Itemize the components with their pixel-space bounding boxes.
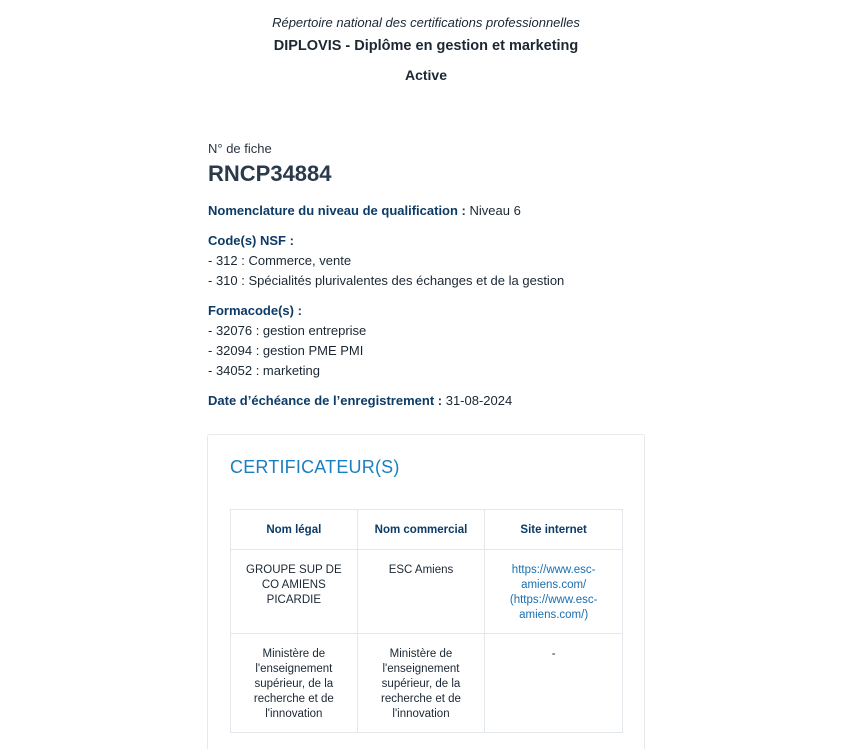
echeance-label: Date d’échéance de l’enregistrement : bbox=[208, 393, 443, 408]
table-header-row bbox=[231, 510, 623, 550]
nsf-item: - 310 : Spécialités plurivalentes des échanges et de la gestion bbox=[208, 273, 565, 288]
formacode-label: Formacode(s) : bbox=[208, 303, 302, 318]
registry-name: Répertoire national des certifications professionnelles bbox=[272, 15, 580, 30]
nsf-item: - 312 : Commerce, vente bbox=[208, 253, 352, 268]
certification-title: DIPLOVIS - Diplôme en gestion et marketing bbox=[273, 38, 579, 54]
certificateurs-table bbox=[230, 509, 623, 733]
cell-site-internet bbox=[485, 550, 623, 634]
nomenclature-field bbox=[208, 201, 648, 221]
echeance-field bbox=[208, 391, 648, 411]
cell-site-internet: - bbox=[485, 634, 623, 733]
certificateurs-title: CERTIFICATEUR(S) bbox=[230, 457, 400, 477]
fiche-details bbox=[208, 141, 648, 411]
column-header-nom-legal: Nom légal bbox=[231, 510, 358, 550]
table-row bbox=[231, 634, 623, 733]
table-row bbox=[231, 550, 623, 634]
formacode-item: - 32094 : gestion PME PMI bbox=[208, 343, 364, 358]
site-internet-link[interactable]: https://www.esc-amiens.com/ (https://www.esc-amiens.com/) bbox=[509, 564, 598, 621]
cell-nom-legal: GROUPE SUP DE CO AMIENS PICARDIE bbox=[231, 550, 358, 634]
column-header-site-internet: Site internet bbox=[485, 510, 623, 550]
echeance-value: 31-08-2024 bbox=[445, 393, 513, 408]
formacode-field bbox=[208, 301, 648, 381]
nomenclature-label: Nomenclature du niveau de qualification : bbox=[208, 203, 466, 218]
cell-nom-commercial: ESC Amiens bbox=[357, 550, 485, 634]
cell-nom-legal: Ministère de l'enseignement supérieur, de la recherche et de l'innovation bbox=[231, 634, 358, 733]
formacode-item: - 32076 : gestion entreprise bbox=[208, 323, 367, 338]
cell-nom-commercial: Ministère de l'enseignement supérieur, de la recherche et de l'innovation bbox=[357, 634, 485, 733]
status-label: Active bbox=[404, 67, 448, 83]
nsf-label: Code(s) NSF : bbox=[208, 233, 294, 248]
nomenclature-value: Niveau 6 bbox=[469, 203, 521, 218]
fiche-number: RNCP34884 bbox=[208, 161, 332, 186]
page-header bbox=[0, 0, 852, 85]
nsf-field bbox=[208, 231, 648, 291]
formacode-item: - 34052 : marketing bbox=[208, 363, 321, 378]
certificateurs-card bbox=[207, 434, 645, 749]
fiche-label: N° de fiche bbox=[208, 141, 272, 156]
column-header-nom-commercial: Nom commercial bbox=[357, 510, 485, 550]
